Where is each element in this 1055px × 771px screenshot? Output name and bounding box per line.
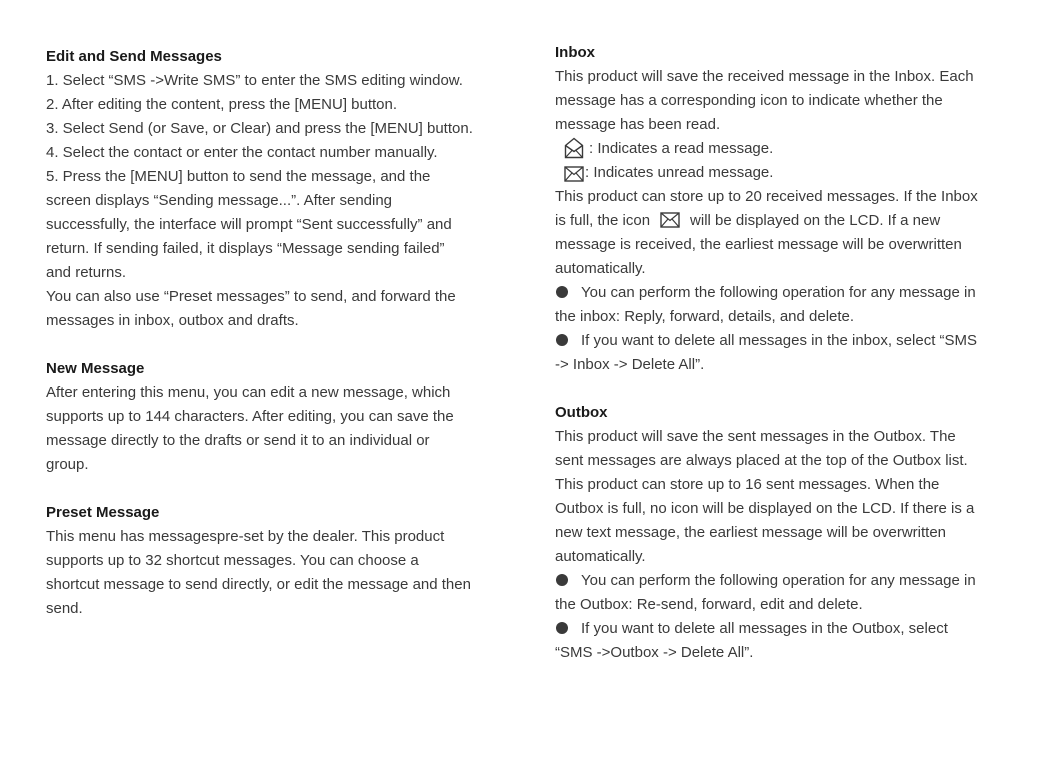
outbox-heading: Outbox: [555, 404, 608, 421]
text-line: message has been read.: [555, 116, 721, 133]
text-line: the Outbox: Re-send, forward, edit and delete.: [555, 596, 863, 613]
edit-send-heading: Edit and Send Messages: [46, 48, 222, 65]
bullet-item: [555, 617, 948, 641]
icon-line-before: is full, the icon: [555, 212, 651, 229]
text-line: group.: [46, 456, 89, 473]
bullet-text: If you want to delete all messages in the Outbox, select: [581, 620, 948, 637]
text-line: 1. Select “SMS ->Write SMS” to enter the SMS editing window.: [46, 72, 463, 89]
text-line: supports up to 32 shortcut messages. You can choose a: [46, 552, 419, 569]
text-line: screen displays “Sending message...”. After sending: [46, 192, 393, 209]
text-line: and returns.: [46, 264, 127, 281]
text-line: return. If sending failed, it displays “Message sending failed”: [46, 240, 445, 257]
text-line: the inbox: Reply, forward, details, and delete.: [555, 308, 855, 325]
text-line: 4. Select the contact or enter the contact number manually.: [46, 144, 438, 161]
text-line: This product can store up to 16 sent messages. When the: [555, 476, 940, 493]
bullet-text: If you want to delete all messages in the inbox, select “SMS: [581, 332, 978, 349]
text-line: successfully, the interface will prompt “Sent successfully” and: [46, 216, 452, 233]
text-line: This menu has messagespre-set by the dealer. This product: [46, 528, 445, 545]
text-line: new text message, the earliest message will be overwritten: [555, 524, 947, 541]
text-line: 5. Press the [MENU] button to send the message, and the: [46, 168, 431, 185]
text-line: supports up to 144 characters. After editing, you can save the: [46, 408, 454, 425]
inbox-heading: Inbox: [555, 44, 595, 61]
text-line: This product can store up to 20 received messages. If the Inbox: [555, 188, 978, 205]
text-line: automatically.: [555, 548, 646, 565]
text-line: “SMS ->Outbox -> Delete All”.: [555, 644, 754, 661]
bullet-item: [555, 329, 977, 353]
text-line: Outbox is full, no icon will be displayed on the LCD. If there is a: [555, 500, 975, 517]
icon-line-after: will be displayed on the LCD. If a new: [690, 212, 941, 229]
text-line: message is received, the earliest message will be overwritten: [555, 236, 962, 253]
read-message-label: : Indicates a read message.: [589, 140, 774, 157]
text-line: 2. After editing the content, press the [MENU] button.: [46, 96, 398, 113]
preset-message-heading: Preset Message: [46, 504, 160, 521]
text-line: 3. Select Send (or Save, or Clear) and press the [MENU] button.: [46, 120, 473, 137]
text-line: sent messages are always placed at the top of the Outbox list.: [555, 452, 968, 469]
text-line: After entering this menu, you can edit a new message, which: [46, 384, 451, 401]
bullet-item: [555, 281, 976, 305]
bullet-text: You can perform the following operation for any message in: [581, 572, 976, 589]
unread-message-icon: [660, 212, 680, 228]
new-message-heading: New Message: [46, 360, 145, 377]
bullet-item: [555, 569, 976, 593]
text-line: This product will save the received message in the Inbox. Each: [555, 68, 974, 85]
read-message-icon: [564, 137, 584, 159]
text-line: shortcut message to send directly, or edit the message and then: [46, 576, 471, 593]
text-line: This product will save the sent messages in the Outbox. The: [555, 428, 956, 445]
text-line: -> Inbox -> Delete All”.: [555, 356, 705, 373]
bullet-text: You can perform the following operation for any message in: [581, 284, 976, 301]
text-line-with-icon: [555, 209, 940, 233]
text-line: You can also use “Preset messages” to send, and forward the: [46, 288, 456, 305]
text-line: message has a corresponding icon to indicate whether the: [555, 92, 943, 109]
unread-message-label: : Indicates unread message.: [585, 164, 774, 181]
text-line: message directly to the drafts or send it to an individual or: [46, 432, 430, 449]
text-line: automatically.: [555, 260, 646, 277]
text-line: send.: [46, 600, 83, 617]
bullet-icon: [556, 574, 568, 586]
text-line: messages in inbox, outbox and drafts.: [46, 312, 299, 329]
bullet-icon: [556, 286, 568, 298]
unread-message-icon: [564, 166, 584, 182]
bullet-icon: [556, 334, 568, 346]
bullet-icon: [556, 622, 568, 634]
